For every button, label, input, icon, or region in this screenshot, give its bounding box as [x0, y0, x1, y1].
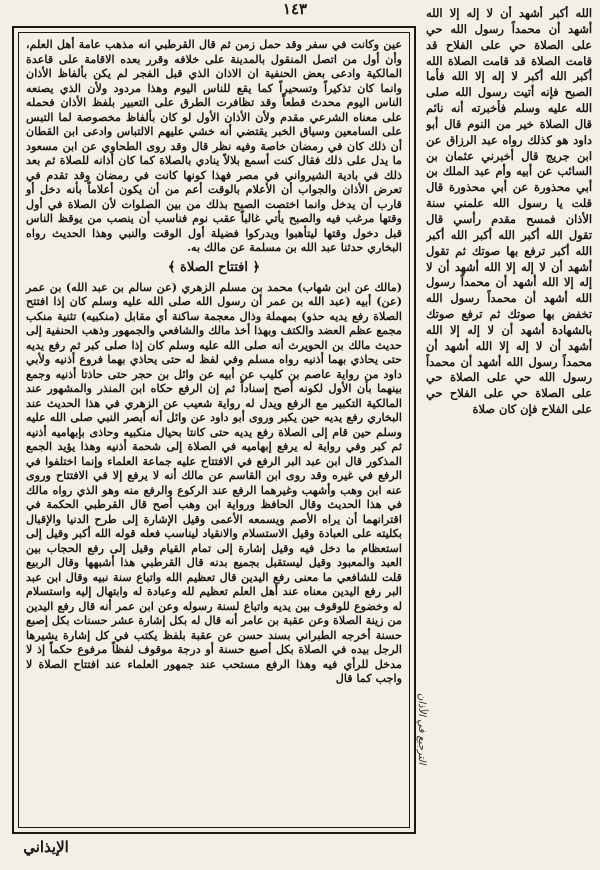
main-paragraph-2: (مالك عن ابن شهاب) محمد بن مسلم الزهري (عن سالم بن عبد الله) بن عمر (عن) أبيه (عبد الله بن عمر أن رسول الله صلى الله عليه وسلم كان إذا افتتح الصلاة رفع يديه حذو) بمهملة وذال معجمة ساكنة أي مقابل (منكبيه) تثنية منكب مجمع عظم العضد والكتف وبهذا أخذ مالك والشافعي والجمهور وذهب الحنفية إلى حديث مالك بن الحويرث أنه صلى الله عليه وسلم كان إذا صلى كبر ثم رفع يديه حتى يحاذي بهما أذنيه رواه مسلم وفي لفظ له حتى يحاذي بهما فروع أذنيه ولأبي داود من رواية عاصم بن كليب عن أبيه عن وائل بن حجر حتى حاذتا أذنيه وجمع بينهما بأن الأول لكونه أصح إسناداً ثم إن الرفع حكاه ابن المنذر والمشهور عند المالكية التكبير مع الرفع ويدل له رواية شعيب عن الزهري في هذا الحديث عند البخاري رفع يديه حين يكبر وروى أبو داود عن وائل أنه أبصر النبي صلى الله عليه وسلم حين قام إلى الصلاة رفع يديه حتى كانتا بحيال منكبيه وحاذى بإبهاميه أذنيه ثم كبر وفي رواية له يرفع إبهاميه في الصلاة إلى شحمة أذنيه وهذا يؤيد الجمع المذكور قال ابن عبد البر الرفع في الافتتاح عليه جماعة العلماء وإنما اختلفوا في الرفع في غيره وقد روى ابن القاسم عن مالك أنه لا يرفع إلا في الافتتاح وروى عنه ابن وهب وأشهب وغيرهما الرفع عند الركوع والرفع منه وهو الذي رواه مالك في هذا الحديث وقال الحافظ ورواية ابن وهب أصح قال القرطبي الحكمة في اقترانهما أن يراه الأصم ويسمعه الأعمى وقيل الإشارة إلى طرح الدنيا والإقبال بكليته على العبادة وقيل الاستسلام والانقياد ليناسب فعله قوله الله أكبر وقيل إلى استعظام ما دخل فيه وقيل إشارة إلى تمام القيام وقيل إلى رفع الحجاب بين العبد والمعبود وقيل ليستقبل بجميع بدنه قال القرطبي هذا أشبهها وقال الربيع قلت للشافعي ما معنى رفع اليدين قال تعظيم الله واتباع سنة نبيه وقال ابن عبد البر رفع اليدين معناه عند أهل العلم تعظيم لله وعبادة له وابتهال إليه واستسلام له وخضوع للوقوف بين يديه واتباع لسنة رسوله وعن ابن عمر أنه قال رفع اليدين من زينة الصلاة وعن عقبة بن عامر أنه قال له بكل إشارة عشر حسنات بكل إصبع حسنة أخرجه الطبراني بسند حسن عن عقبة بلفظ يكتب في كل إشارة يشيرها الرجل بيده في الصلاة بكل أصبع حسنة أو درجة موقوف لفظاً مرفوع حكماً إذ لا مدخل للرأي فيه وهذا الرفع مستحب عند جمهور العلماء عند افتتاح الصلاة لا واجب كما قال [26, 279, 402, 685]
handwritten-margin-note: الترجيع في الأذان [416, 692, 427, 764]
margin-text: الله أكبر أشهد أن لا إله إلا الله أشهد أن محمداً رسول الله حي على الصلاة حي على الفلاح قد قامت الصلاة قد قامت الصلاة الله أكبر الله أكبر لا إله إلا الله فأما الصبح فإنه أتيت رسول الله صلى الله عليه وسلم فأخبرته أنه نائم قال الصلاة خير من النوم قال أبو داود هو كذلك رواه عبد الرزاق عن ابن جريج قال أخبرني عثمان بن السائب عن أبيه وأم عبد الملك بن أبي محذورة عن أبي محذورة قال قلت يا رسول الله علمني سنة الأذان فمسح مقدم رأسي قال تقول الله أكبر الله أكبر الله أكبر الله أكبر ترفع بها صوتك ثم تقول أشهد أن لا إله إلا الله أشهد أن لا إله إلا الله أشهد أن محمداً رسول الله أشهد أن محمداً رسول الله تخفض بها صوتك ثم ترفع صوتك بالشهادة أشهد أن لا إله إلا الله أشهد أن لا إله إلا الله أشهد أن محمداً رسول الله أشهد أن محمداً رسول الله حي على الصلاة حي على الصلاة حي على الفلاح حي على الفلاح فإن كان صلاة [426, 6, 592, 417]
main-paragraph-1: عين وكانت في سفر وقد حمل زمن ثم قال القرطبي انه مذهب عامة أهل العلم، وأن أول من اتصل المنقول بالمدينة على خلافه وقرر بعده الاقامة على قاعدة المالكية وادعى بعض الحنفية ان الاذان الذي قبل الفجر لم يكن بألفاظ الأذان وانما كان تذكيراً وتسحيراً كما يقع للناس اليوم وهذا مردود ولأن الذي يصنعه الناس اليوم محدث قطعاً وقد تظافرت الطرق على التعبير بلفظ الأذان فحمله على معناه الشرعي مقدم ولأن الأذان الأول لو كان بألفاظ مخصوصة لما التبس على السامعين وسياق الخبر يقتضي أنه خشي عليهم الالتباس وادعى ابن القطان أن ذلك كان في رمضان خاصة وفيه نظر قال وقد روى الطحاوي عن ابن مسعود ما يدل على ذلك فقال كنت أسمع بلالاً ينادي بالصلاة كما كان أذانه للصلاة ثم بعد ذلك في بادية الشيرواني في مصر فهذا كونها كانت في رمضان وقد تقدم في تعرض الأذان والجواب أن الأعلام بالوقت أعم من أن يكون أعلاماً بأنه دخل أو قارب أن يدخل وانما اختصت الصبح بذلك من بين الصلوات لأن الصلاة في أول وقتها مرغب فيه والصبح يأتي غالباً عقب نوم فناسب أن ينصب من يوقظ الناس قبل دخول وقتها ليتأهبوا ويدركوا فضيلة أول الوقت والنبي وهذا الحديث رواه البخاري حدثنا عبد الله بن مسلمة عن مالك به. [26, 37, 402, 254]
margin-commentary [426, 6, 592, 856]
main-text-frame [12, 26, 416, 834]
section-heading-text: افتتاح الصلاة [180, 259, 248, 275]
main-text-body [18, 32, 410, 828]
section-heading: ﴿ افتتاح الصلاة ﴾ [167, 259, 261, 275]
catchword: الإيذاني [23, 838, 69, 856]
page-number: ١٤٣ [282, 0, 308, 18]
